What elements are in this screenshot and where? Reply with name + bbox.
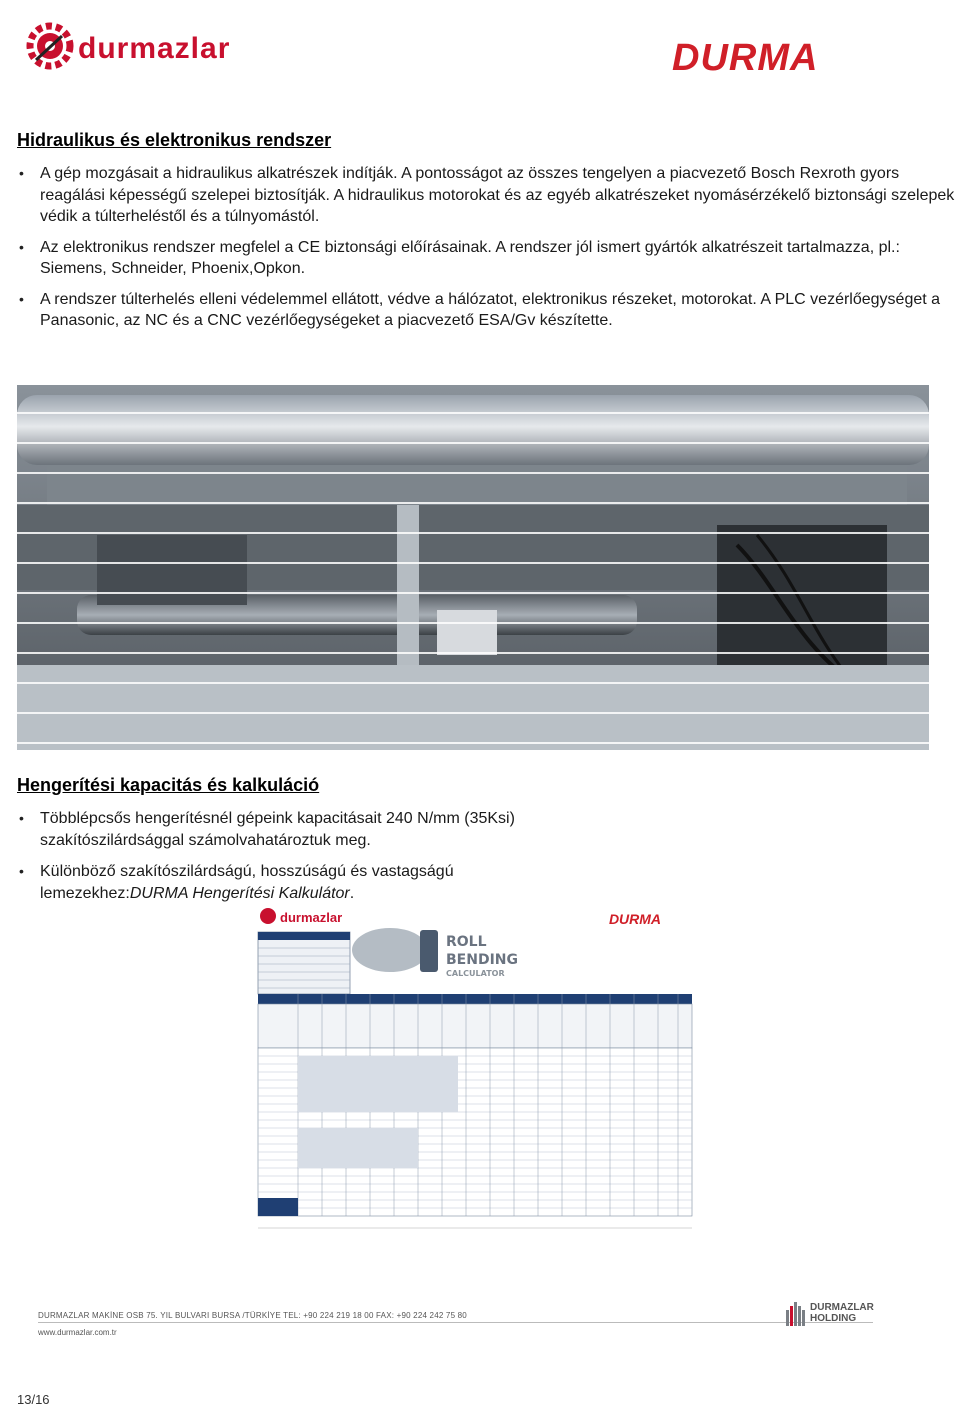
section-title-capacity: Hengerítési kapacitás és kalkuláció (17, 775, 320, 795)
calculator-sheet (250, 902, 700, 1244)
logo-left-text: durmazlar (78, 32, 231, 65)
hydraulic-bullet-list (17, 163, 960, 341)
calc-logo-right: DURMA (608, 911, 662, 927)
durmazlar-holding-logo (786, 1298, 876, 1328)
list-item: • A rendszer túlterhelés elleni védelemmel ellátott, védve a hálózatot, elektronikus részeket, motorokat. A PLC vezérlőegységet a Panasonic, az NC és a CNC vezérlőegységeket a piacvezető ESA/Gv készítette. (17, 289, 960, 332)
calc-title-bending: BENDING (446, 952, 518, 968)
holding-line-2: HOLDING (810, 1313, 857, 1324)
footer-address: DURMAZLAR MAKİNE OSB 75. YIL BULVARI BURSA /TÜRKİYE TEL: +90 224 219 18 00 FAX: +90 224 242 75 80 (38, 1311, 467, 1320)
list-item: • Az elektronikus rendszer megfelel a CE biztonsági előírásainak. A rendszer jól ismert gyártók alkatrészeit tartalmazza, pl.: Siemens, Schneider, Phoenix,Opkon. (17, 237, 960, 280)
holding-line-1: DURMAZLAR (810, 1302, 874, 1313)
holding-bars-icon (786, 1300, 806, 1326)
page-number: 13/16 (17, 1392, 50, 1407)
calc-title-calculator: CALCULATOR (446, 969, 505, 978)
calculator-period: . (349, 884, 355, 902)
section-title-hydraulic: Hidraulikus és elektronikus rendszer (17, 130, 332, 150)
list-item (17, 861, 557, 904)
footer-divider (38, 1322, 873, 1323)
holding-text (810, 1302, 874, 1324)
roll-bending-calculator-image (250, 902, 700, 1244)
machine-photo (17, 385, 929, 750)
capacity-bullet-list (17, 808, 557, 914)
machine-illustration (17, 385, 929, 750)
calc-logo-left: durmazlar (280, 910, 343, 925)
gear-logo-icon (22, 18, 78, 74)
list-item: • A gép mozgásait a hidraulikus alkatrészek indítják. A pontosságot az összes tengelyen a piacvezető Bosch Rexroth gyors reagálási képességű szelepei biztosítják. A hidraulikus motorokat és az egyéb alkatrészeket nyomásérzékelő biztonsági szelepek védik a túlterheléstől és a túlnyomástól. (17, 163, 960, 228)
calc-title-roll: ROLL (446, 934, 487, 950)
calculator-text: Különböző szakítószilárdságú, hosszúságú és vastagságú lemezekhez: (40, 863, 454, 902)
durma-logo: DURMA (672, 37, 819, 79)
list-item: • Többlépcsős hengerítésnél gépeink kapacitásait 240 N/mm (35Ksi) szakítószilárdsággal számolvahatároztuk meg. (17, 808, 557, 851)
footer-website: www.durmazlar.com.tr (38, 1328, 117, 1337)
calculator-name: DURMA Hengerítési Kalkulátor (129, 884, 350, 902)
durmazlar-logo (20, 18, 230, 78)
